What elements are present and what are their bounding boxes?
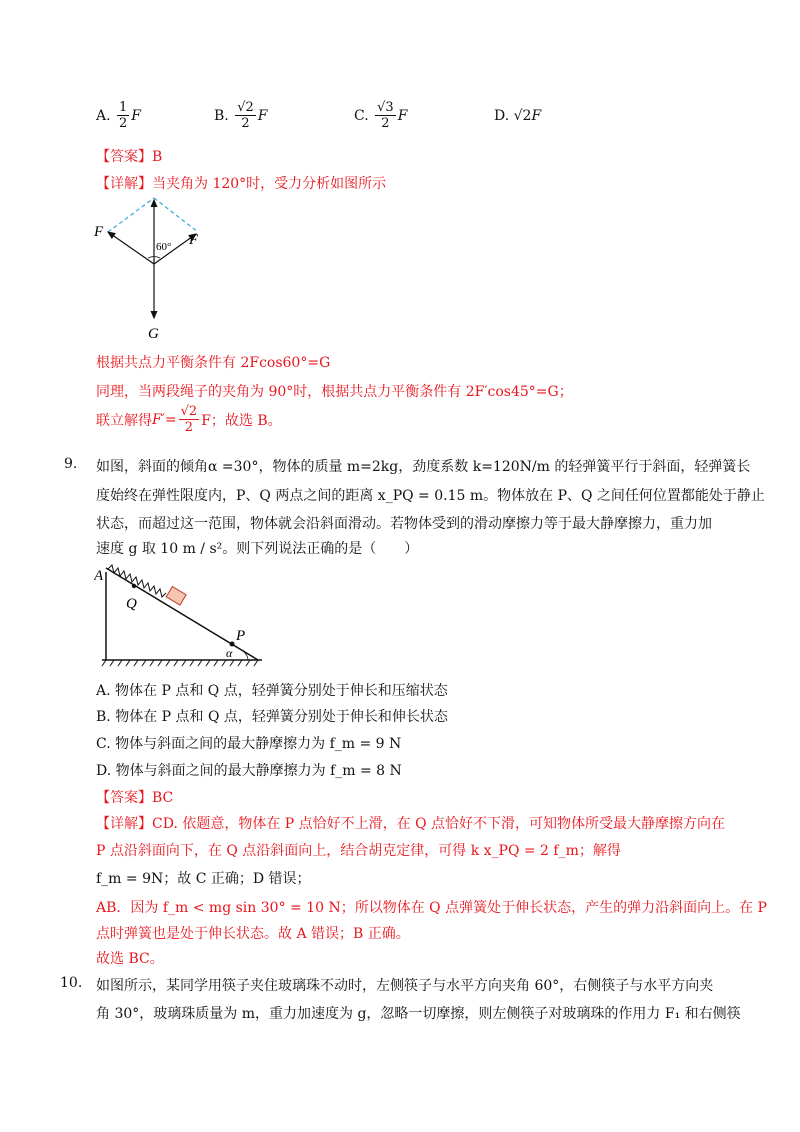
dashed-line-left — [108, 198, 154, 232]
q9-option-b: B. 物体在 P 点和 Q 点，轻弹簧分别处于伸长和伸长状态 — [96, 709, 448, 725]
angle-label: 60° — [156, 241, 172, 253]
label-q: Q — [126, 596, 137, 612]
q8-detail-line1: 【详解】当夹角为 120°时，受力分析如图所示 — [96, 176, 387, 192]
q8-option-d: D. √2 F — [494, 108, 542, 124]
option-letter: A. — [96, 107, 111, 124]
force-arrow-left — [108, 232, 154, 264]
incline-surface — [106, 568, 258, 660]
dashed-line-right — [154, 198, 198, 232]
label-alpha: α — [226, 646, 233, 660]
q8-detail-line4: 联立解得 F′= $\frac{√2}{2}$ F；故选 B。 — [96, 404, 282, 435]
fraction: $\frac{1}{2}$ — [119, 100, 128, 131]
block — [166, 587, 186, 606]
q8-option-c: C. $\frac{√3}{2}$ F — [354, 100, 408, 131]
q9-detail-line3: f_m = 9N；故 C 正确；D 错误； — [96, 871, 311, 887]
fraction: $\frac{√3}{2}$ — [377, 100, 394, 131]
q9-option-c: C. 物体与斜面之间的最大静摩擦力为 f_m = 9 N — [96, 736, 402, 752]
q9-line4: 速度 g 取 10 m / s²。则下列说法正确的是（ ） — [96, 541, 419, 557]
spring — [108, 565, 166, 597]
q10-number: 10. — [60, 975, 83, 991]
q8-answer: 【答案】B — [96, 149, 163, 165]
label-p: P — [236, 628, 246, 644]
q8-options — [96, 100, 716, 136]
label-a: A — [94, 568, 104, 584]
q10-line2: 角 30°，玻璃珠质量为 m，重力加速度为 g，忽略一切摩擦，则左侧筷子对玻璃珠的作用力 F₁ 和右侧筷 — [96, 1006, 741, 1022]
q9-detail-line6: 故选 BC。 — [96, 951, 164, 967]
q8-detail-line2: 根据共点力平衡条件有 2Fcos60°=G — [96, 355, 331, 371]
force-label-right: F — [188, 232, 198, 248]
q9-line2: 度始终在弹性限度内，P、Q 两点之间的距离 x_PQ = 0.15 m。物体放在 P、Q 之间任何位置都能处于静止 — [96, 488, 765, 504]
fraction: $\frac{√2}{2}$ — [180, 404, 198, 435]
q9-detail-line2: P 点沿斜面向下，在 Q 点沿斜面向上，结合胡克定律，可得 k x_PQ = 2 f_m；解得 — [96, 843, 621, 859]
fraction: $\frac{√2}{2}$ — [237, 100, 254, 131]
q9-detail-line5: 点时弹簧也是处于伸长状态。故 A 错误；B 正确。 — [96, 926, 410, 942]
q8-option-b: B. $\frac{√2}{2}$ F — [214, 100, 268, 131]
q9-option-a: A. 物体在 P 点和 Q 点，轻弹簧分别处于伸长和压缩状态 — [96, 683, 448, 699]
q9-number: 9. — [64, 456, 78, 472]
q9-line3: 状态，而超过这一范围，物体就会沿斜面滑动。若物体受到的滑动摩擦力等于最大静摩擦力，重力加 — [96, 516, 712, 532]
q8-detail-line3: 同理，当两段绳子的夹角为 90°时，根据共点力平衡条件有 2F′cos45°=G； — [96, 384, 573, 400]
force-diagram — [88, 192, 198, 342]
force-label-left: F — [94, 224, 104, 240]
q9-detail-line1: 【详解】CD. 依题意，物体在 P 点恰好不上滑，在 Q 点恰好不下滑，可知物体所受最大静摩擦方向在 — [96, 816, 726, 832]
incline-diagram — [94, 560, 274, 670]
gravity-label: G — [148, 326, 159, 342]
ground-hatching — [102, 660, 258, 666]
q9-answer: 【答案】BC — [96, 790, 174, 806]
q9-line1: 如图，斜面的倾角α =30°，物体的质量 m=2kg，劲度系数 k=120N/m 的轻弹簧平行于斜面，轻弹簧长 — [96, 459, 751, 475]
q9-detail-line4: AB．因为 f_m < mg sin 30° = 10 N；所以物体在 Q 点弹簧处于伸长状态，产生的弹力沿斜面向上。在 P — [96, 900, 767, 916]
point-q — [132, 584, 136, 588]
q9-option-d: D. 物体与斜面之间的最大静摩擦力为 f_m = 8 N — [96, 763, 402, 779]
q8-option-a: A. $\frac{1}{2}$ F — [96, 100, 142, 131]
q10-line1: 如图所示，某同学用筷子夹住玻璃珠不动时，左侧筷子与水平方向夹角 60°，右侧筷子与水平方向夹 — [96, 978, 714, 994]
